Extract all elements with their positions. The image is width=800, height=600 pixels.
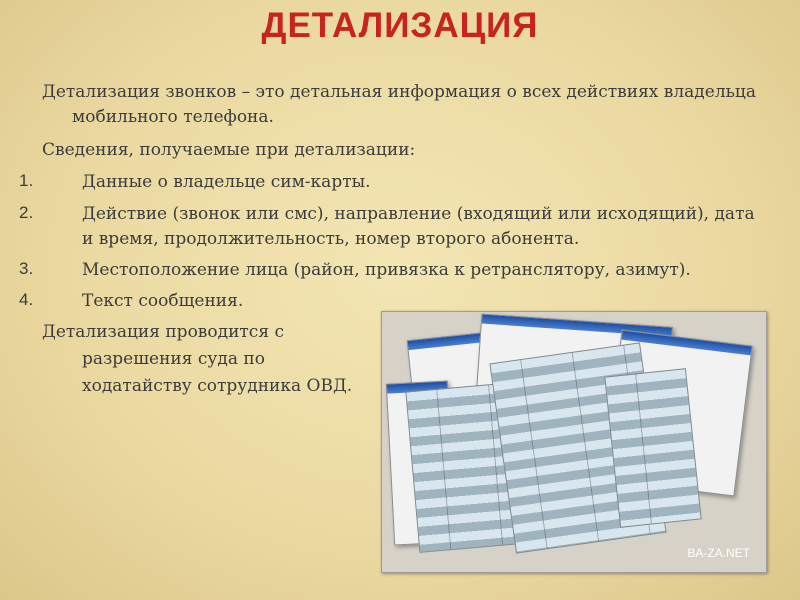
records-table [604, 368, 701, 528]
list-item-text: Данные о владельце сим-карты. [82, 172, 371, 192]
page-title: ДЕТАЛИЗАЦИЯ [261, 6, 539, 45]
list-item-text: Текст сообщения. [82, 291, 244, 311]
intro-line-1: Детализация звонков – это детальная информация о всех действиях владельца [42, 82, 756, 102]
list-item-text: Действие (звонок или смс), направление (входящий или исходящий), дата [82, 204, 755, 224]
lead-text: Сведения, получаемые при детализации: [42, 140, 416, 160]
list-number: 2. [19, 203, 34, 222]
list-item-text: и время, продолжительность, номер второго абонента. [82, 229, 580, 249]
list-item-text: Местоположение лица (район, привязка к ретранслятору, азимут). [82, 260, 691, 280]
list-number: 4. [19, 290, 34, 309]
closing-line-1: Детализация проводится с [42, 322, 284, 342]
list-number: 1. [19, 171, 34, 190]
call-detail-records-screenshot [381, 311, 767, 573]
list-number: 3. [19, 259, 34, 278]
closing-line-2: разрешения суда по [82, 349, 265, 369]
watermark-label: BA-ZA.NET [687, 546, 750, 560]
intro-line-2: мобильного телефона. [72, 107, 274, 127]
closing-line-3: ходатайству сотрудника ОВД. [82, 376, 353, 396]
